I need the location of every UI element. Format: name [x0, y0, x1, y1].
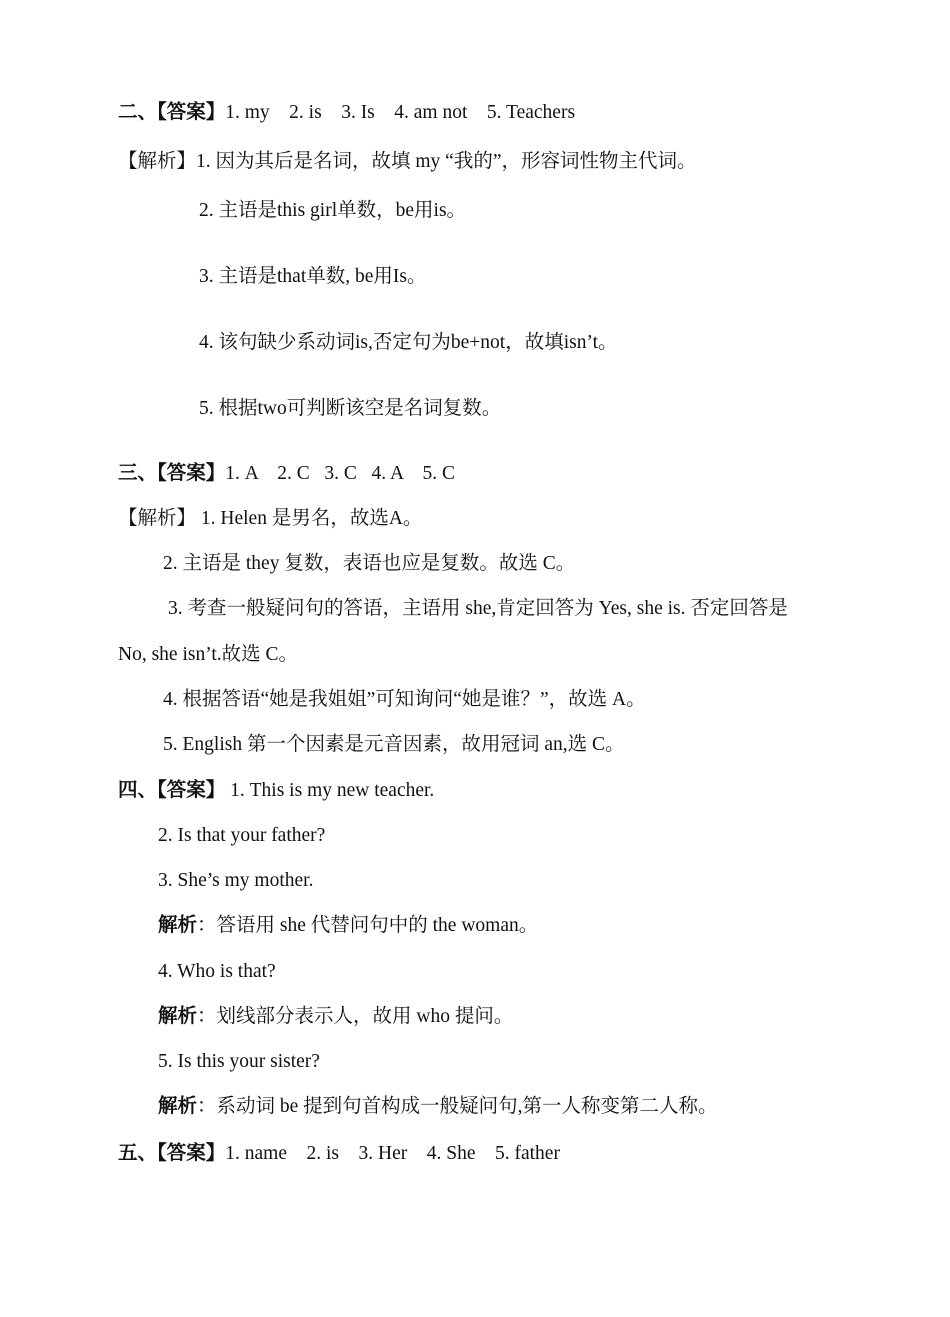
section-5-answers: 1. name 2. is 3. Her 4. She 5. father	[225, 1143, 560, 1164]
section-4-answer-1: 1. This is my new teacher.	[230, 780, 435, 801]
section-4-answer-line	[118, 779, 434, 803]
section-4-explain-3-label: 解析	[158, 915, 198, 936]
section-3-explain-1	[118, 507, 422, 531]
section-2-explain-2: 2. 主语是this girl单数，be用is。	[199, 200, 467, 221]
section-3-explain-5: 5. English 第一个因素是元音因素，故用冠词 an,选 C。	[163, 734, 625, 755]
section-3-explain-label: 【解析】	[118, 508, 197, 529]
section-2-heading: 二、【答案】	[118, 102, 226, 123]
section-3-answer-line	[118, 462, 455, 486]
section-4-heading: 四、【答案】	[118, 780, 226, 801]
section-3-explain-3a: 3. 考查一般疑问句的答语，主语用 she,肯定回答为 Yes, she is. 否定回答是	[168, 598, 788, 619]
section-4-explain-5-text: ：系动词 be 提到句首构成一般疑问句,第一人称变第二人称。	[197, 1096, 718, 1117]
section-4-explain-5-label: 解析	[158, 1096, 198, 1117]
section-5-heading: 五、【答案】	[118, 1143, 226, 1164]
section-2-explain-1-text: 1. 因为其后是名词，故填 my “我的”，形容词性物主代词。	[196, 151, 697, 172]
section-3-explain-4: 4. 根据答语“她是我姐姐”可知询问“她是谁？”，故选 A。	[163, 689, 646, 710]
section-3-answers: 1. A 2. C 3. C 4. A 5. C	[225, 463, 455, 484]
section-2-answers: 1. my 2. is 3. Is 4. am not 5. Teachers	[225, 102, 576, 123]
section-4-answer-5: 5. Is this your sister?	[158, 1051, 320, 1072]
section-4-explain-4-label: 解析	[158, 1006, 198, 1027]
section-4-answer-4: 4. Who is that?	[158, 961, 276, 982]
section-2-explain-label: 【解析】	[118, 151, 197, 172]
section-4-answer-3: 3. She’s my mother.	[158, 870, 314, 891]
section-4-explain-4-text: ：划线部分表示人，故用 who 提问。	[197, 1006, 514, 1027]
section-3-heading: 三、【答案】	[118, 463, 226, 484]
section-4-explain-5	[158, 1095, 718, 1119]
section-2-answer-line	[118, 101, 575, 125]
section-2-explain-5: 5. 根据two可判断该空是名词复数。	[199, 398, 502, 419]
section-2-explain-3: 3. 主语是that单数, be用Is。	[199, 266, 427, 287]
section-4-explain-3-text: ：答语用 she 代替问句中的 the woman。	[197, 915, 539, 936]
section-2-explain-4: 4. 该句缺少系动词is,否定句为be+not，故填isn’t。	[199, 332, 618, 353]
section-3-explain-1-text: 1. Helen 是男名，故选A。	[200, 508, 423, 529]
section-3-explain-3b: No, she isn’t.故选 C。	[118, 644, 299, 665]
section-4-answer-2: 2. Is that your father?	[158, 825, 326, 846]
section-3-explain-2: 2. 主语是 they 复数，表语也应是复数。故选 C。	[163, 553, 576, 574]
section-2-explain-1	[118, 150, 697, 174]
section-4-explain-4	[158, 1005, 513, 1029]
section-4-explain-3	[158, 914, 538, 938]
section-5-answer-line	[118, 1142, 560, 1166]
